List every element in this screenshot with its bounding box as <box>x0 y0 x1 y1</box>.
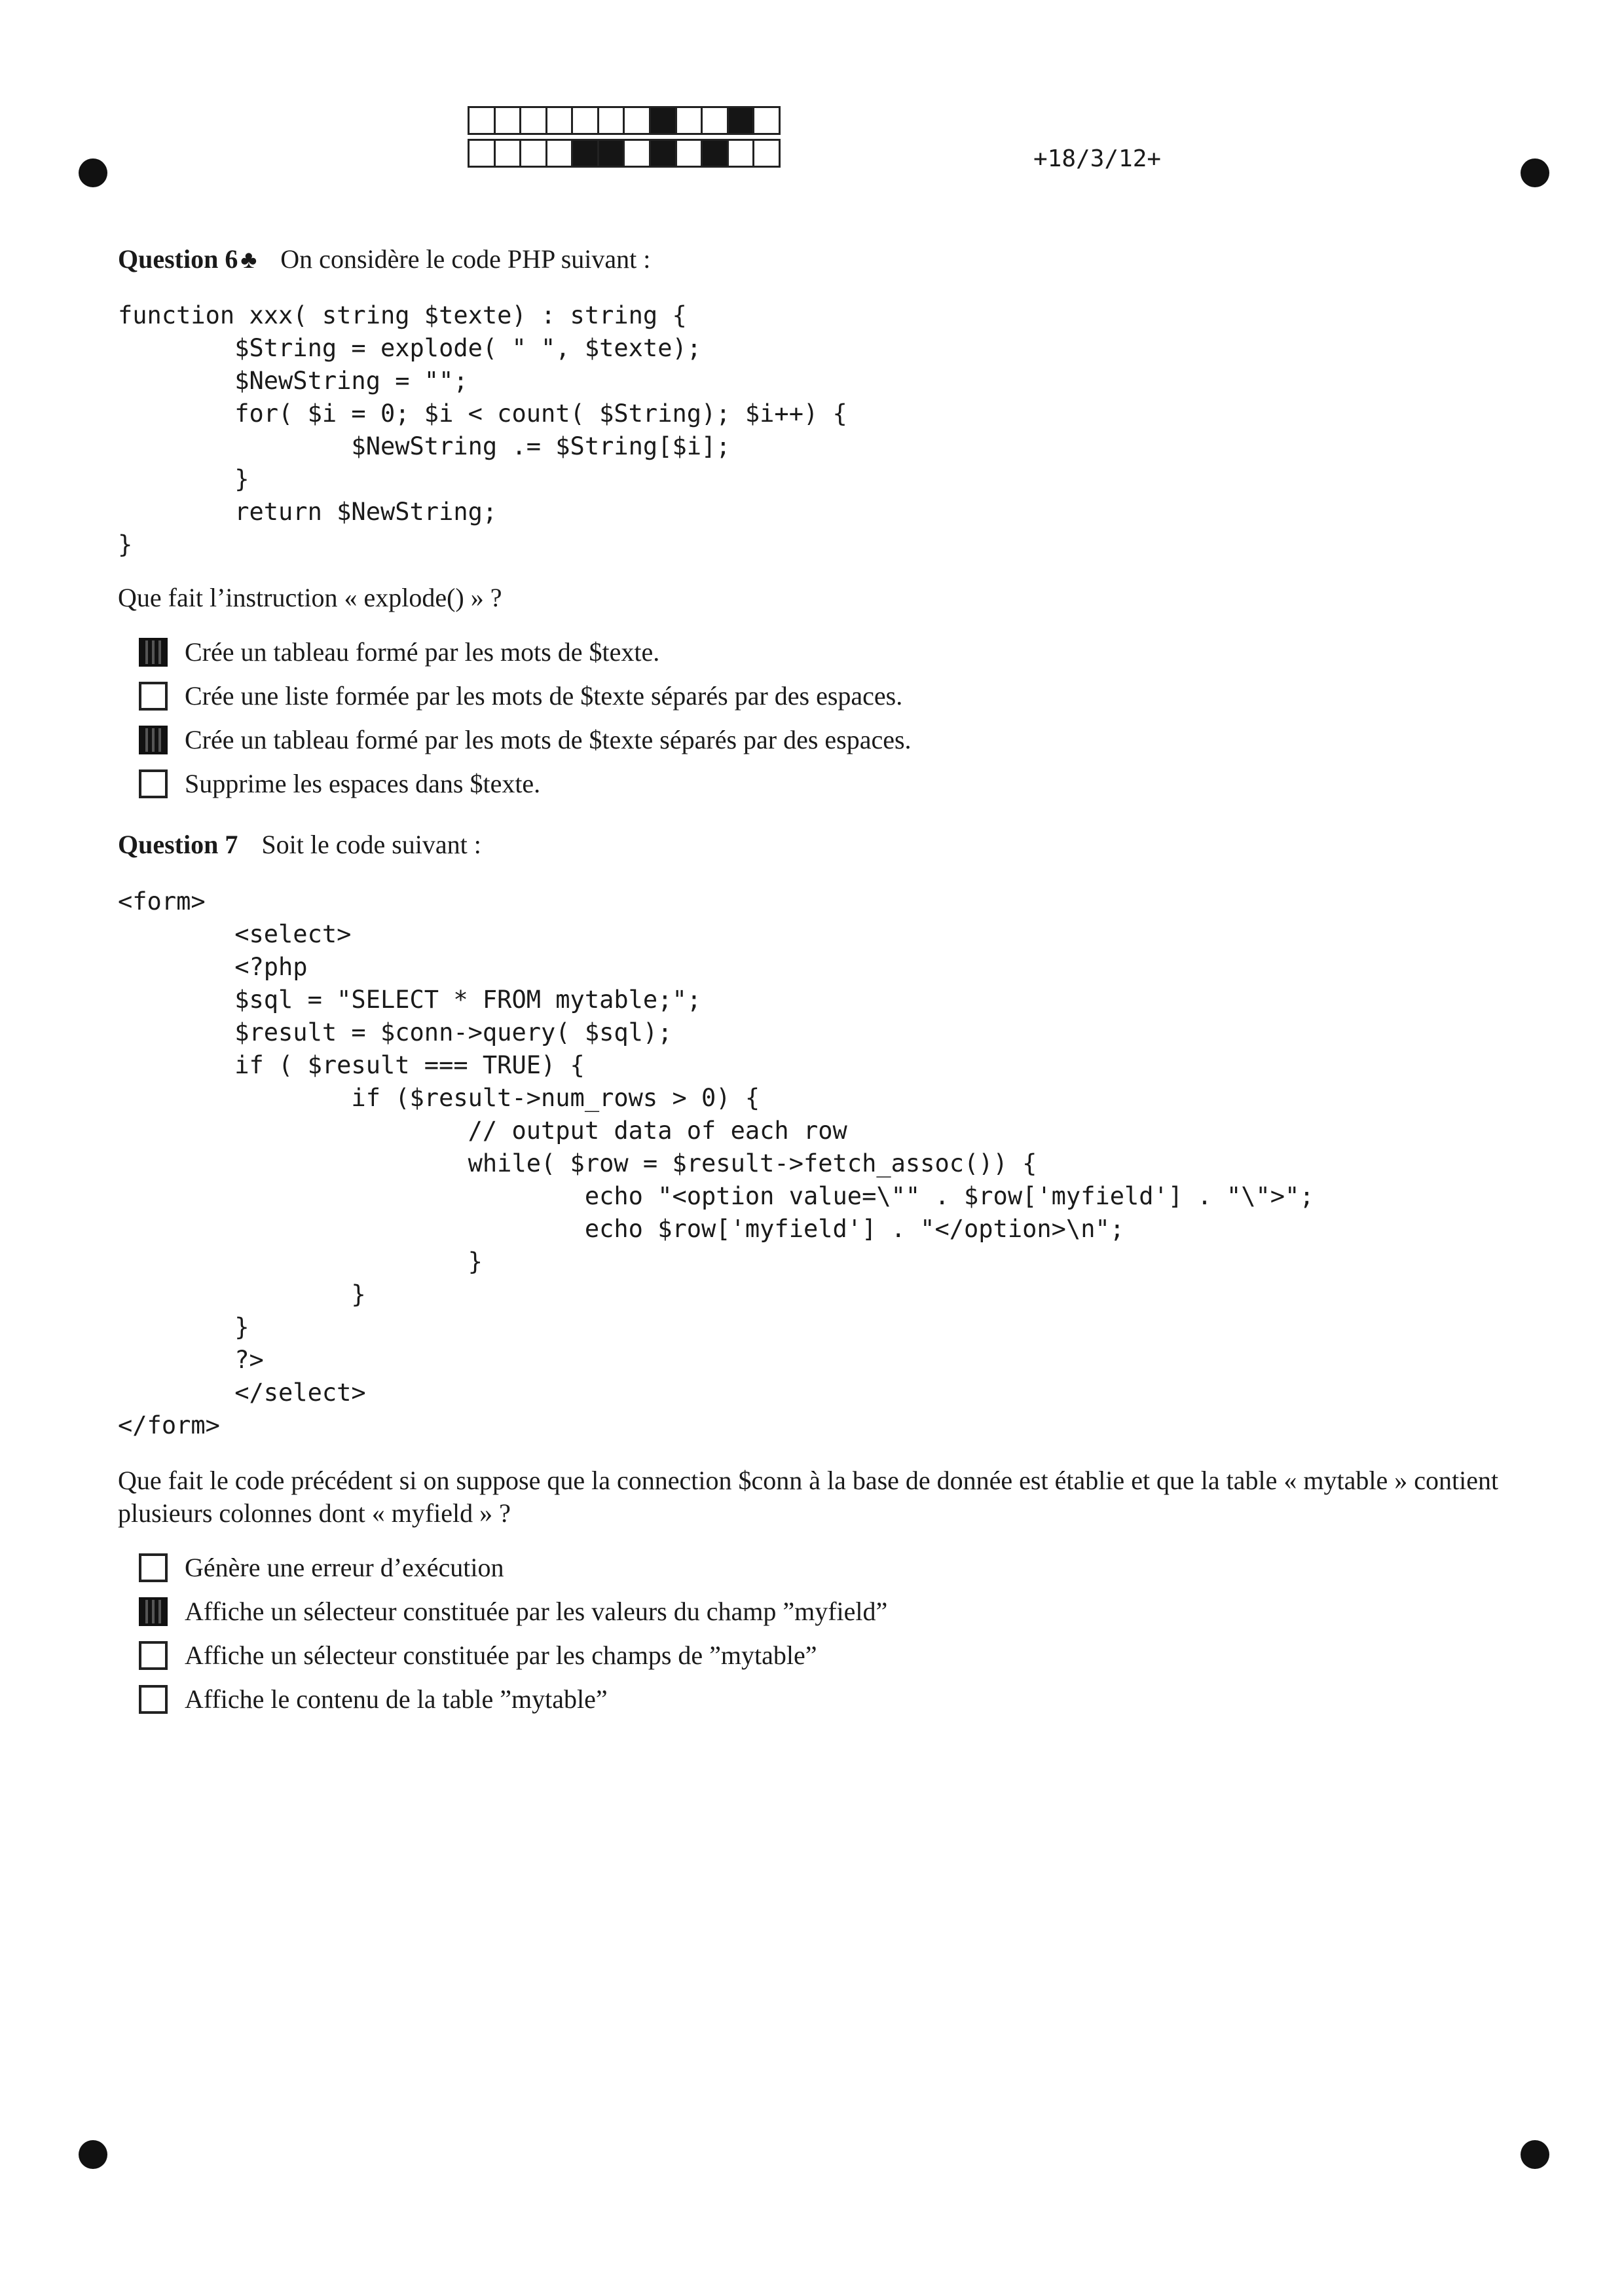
code-cell <box>521 141 547 166</box>
registration-mark-top-right <box>1521 158 1549 187</box>
question-6-header <box>118 244 650 274</box>
question-6-code: function xxx( string $texte) : string { $String = explode( " ", $texte); $NewString = ""; for( $i = 0; $i < count( $String); $i++) { $NewString .= $String[$i]; } return $NewString; } <box>118 301 847 559</box>
code-cell <box>703 141 729 166</box>
answer-checkbox[interactable] <box>139 1685 168 1714</box>
page-identifier: +18/3/12+ <box>1033 145 1162 172</box>
registration-mark-bottom-right <box>1521 2140 1549 2169</box>
answer-label: Affiche un sélecteur constituée par les champs de ”mytable” <box>185 1640 817 1670</box>
code-cell <box>573 108 599 133</box>
answer-checkbox[interactable] <box>139 726 168 754</box>
code-cell <box>599 108 625 133</box>
question-7-intro: Soit le code suivant : <box>261 830 481 859</box>
code-cell <box>547 141 574 166</box>
answer-checkbox[interactable] <box>139 682 168 711</box>
code-row <box>468 106 781 135</box>
answer-option[interactable] <box>139 1589 887 1633</box>
code-cell <box>625 108 651 133</box>
answer-option[interactable] <box>139 718 912 762</box>
code-row <box>468 139 781 168</box>
question-7-stem: Que fait le code précédent si on suppose que la connection $conn à la base de donnée est établie et que la table « mytable » contient plusieurs colonnes dont « myfield » ? <box>118 1466 1499 1528</box>
answer-label: Affiche le contenu de la table ”mytable” <box>185 1684 608 1714</box>
code-cell <box>754 108 779 133</box>
answer-checkbox[interactable] <box>139 769 168 798</box>
registration-mark-top-left <box>79 158 107 187</box>
code-cell <box>729 141 755 166</box>
answer-label: Génère une erreur d’exécution <box>185 1553 504 1582</box>
answer-option[interactable] <box>139 1546 887 1589</box>
code-cell <box>754 141 779 166</box>
answer-option[interactable] <box>139 762 912 805</box>
code-cell <box>677 141 703 166</box>
question-6-stem: Que fait l’instruction « explode() » ? <box>118 583 502 612</box>
code-cell <box>573 141 599 166</box>
question-6-intro: On considère le code PHP suivant : <box>280 244 651 274</box>
answer-checkbox[interactable] <box>139 1597 168 1626</box>
code-cell <box>651 141 677 166</box>
answer-label: Crée un tableau formé par les mots de $texte séparés par des espaces. <box>185 725 912 754</box>
answer-checkbox[interactable] <box>139 1641 168 1670</box>
answer-option[interactable] <box>139 1677 887 1721</box>
code-cell <box>521 108 547 133</box>
code-cell <box>625 141 651 166</box>
code-cell <box>496 108 522 133</box>
answer-label: Supprime les espaces dans $texte. <box>185 769 541 798</box>
code-cell <box>729 108 755 133</box>
answer-label: Crée un tableau formé par les mots de $texte. <box>185 637 660 667</box>
question-6-answers <box>139 630 912 805</box>
question-7-header <box>118 829 481 860</box>
code-cell <box>470 108 496 133</box>
code-cell <box>599 141 625 166</box>
question-6-number: Question 6 <box>118 244 238 274</box>
answer-checkbox[interactable] <box>139 1553 168 1582</box>
answer-option[interactable] <box>139 1633 887 1677</box>
code-cell <box>677 108 703 133</box>
question-7-number: Question 7 <box>118 830 238 859</box>
scan-code-boxes <box>468 106 781 172</box>
question-7-code: <form> <select> <?php $sql = "SELECT * FROM mytable;"; $result = $conn->query( $sql); if ( $result === TRUE) { if ($result->num_rows > 0) { // output data of each row while( $row = $result->fetch_assoc()) { echo "<option value=\"" . $row['myfield'] . "\">"; echo $row['myfield'] . "</option>\n"; } } } ?> </select> </form> <box>118 887 1314 1439</box>
code-cell <box>547 108 574 133</box>
question-7-answers <box>139 1546 887 1721</box>
code-cell <box>470 141 496 166</box>
answer-option[interactable] <box>139 630 912 674</box>
answer-label: Crée une liste formée par les mots de $texte séparés par des espaces. <box>185 681 903 711</box>
code-cell <box>651 108 677 133</box>
club-icon: ♣ <box>240 246 257 274</box>
registration-mark-bottom-left <box>79 2140 107 2169</box>
code-cell <box>496 141 522 166</box>
answer-checkbox[interactable] <box>139 638 168 667</box>
code-cell <box>703 108 729 133</box>
answer-option[interactable] <box>139 674 912 718</box>
answer-label: Affiche un sélecteur constituée par les valeurs du champ ”myfield” <box>185 1597 888 1626</box>
